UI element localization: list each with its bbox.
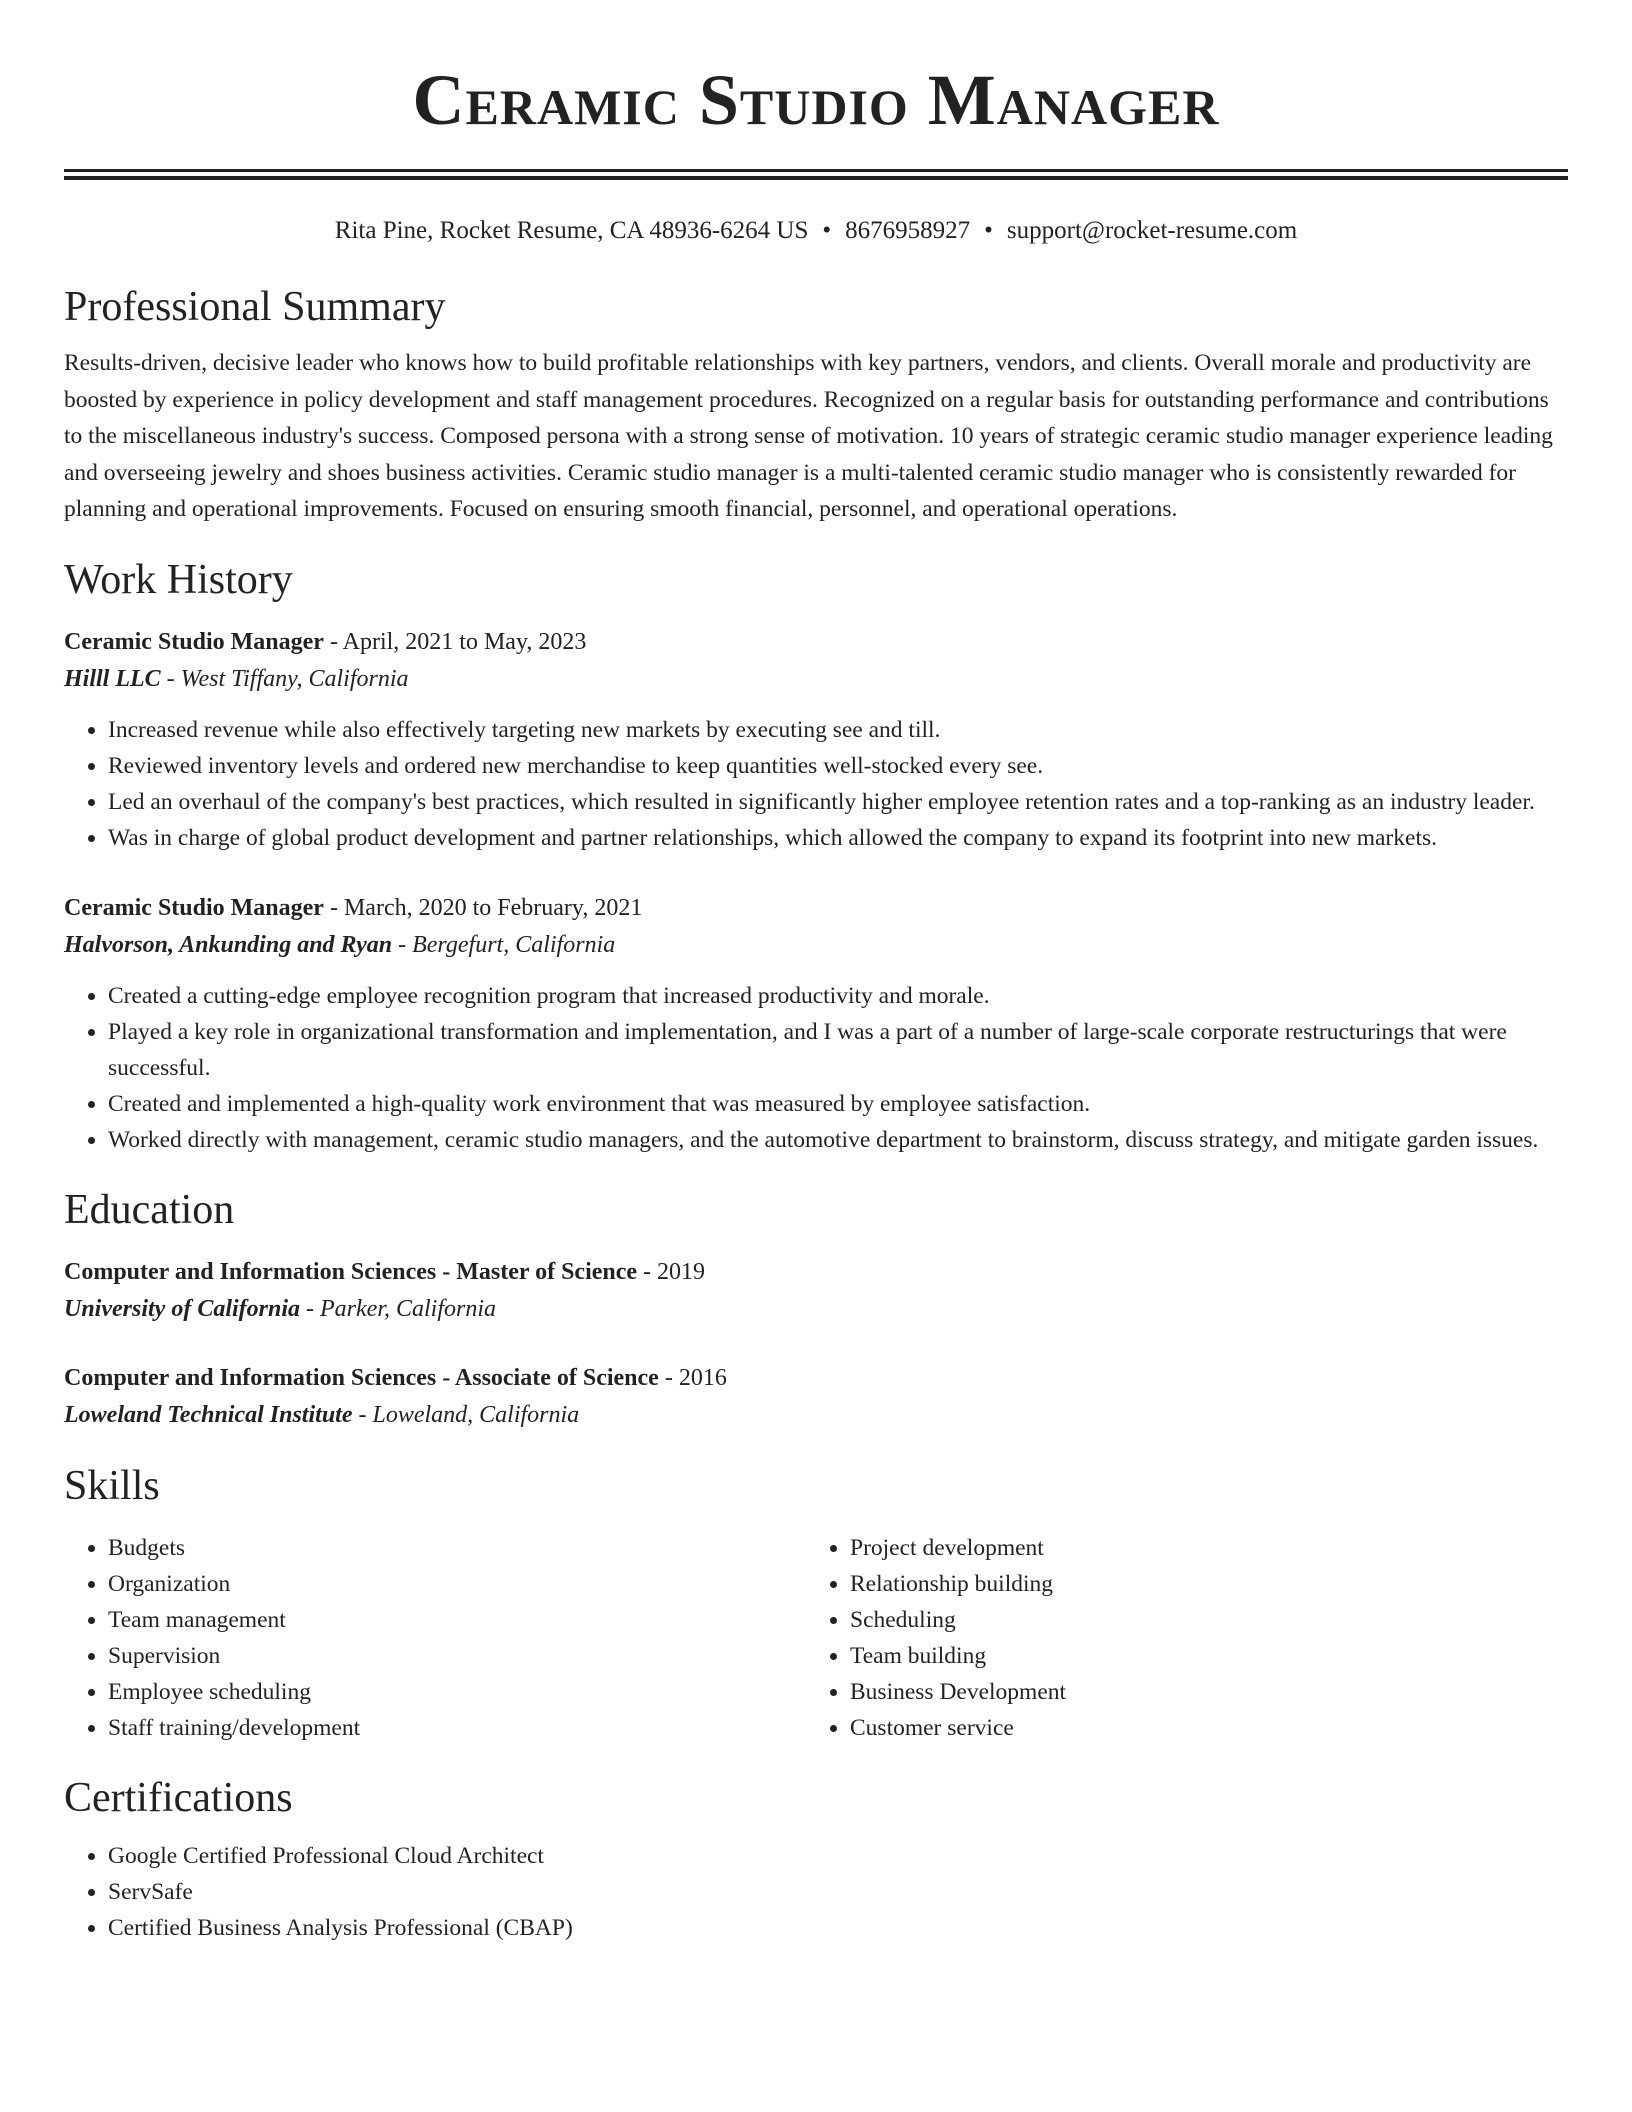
education-school: Loweland Technical Institute: [64, 1401, 353, 1428]
contact-address: Rita Pine, Rocket Resume, CA 48936-6264 US: [334, 217, 809, 244]
education-school-line: [64, 1396, 1568, 1434]
education-location: - Loweland, California: [352, 1401, 580, 1428]
education-degree: Computer and Information Sciences - Master of Science: [64, 1258, 638, 1285]
skill-item: • Team building: [850, 1638, 1548, 1674]
work-history-section: [64, 554, 1568, 1158]
job-bullet: • Created a cutting-edge employee recognition program that increased productivity and morale.: [108, 978, 1568, 1014]
skills-list-left: [64, 1530, 806, 1746]
education-year: - 2019: [637, 1258, 706, 1285]
job-bullet: • Was in charge of global product development and partner relationships, which allowed the company to expand its footprint into new markets.: [108, 820, 1568, 856]
job-title: Ceramic Studio Manager: [64, 894, 324, 921]
job-company: Hilll LLC: [64, 665, 161, 692]
skills-heading: Skills: [64, 1462, 160, 1509]
skill-item: • Team management: [108, 1602, 806, 1638]
resume-title: Ceramic Studio Manager: [412, 60, 1220, 140]
education-entry: [64, 1360, 1568, 1434]
certification-item: • Google Certified Professional Cloud Architect: [108, 1838, 1568, 1874]
skill-item: • Business Development: [850, 1674, 1548, 1710]
job-entry: [64, 890, 1568, 1158]
skills-columns: [64, 1530, 1568, 1746]
work-history-heading: Work History: [64, 556, 293, 603]
skills-section: [64, 1460, 1568, 1746]
job-bullet-list: [64, 978, 1568, 1158]
certifications-heading: Certifications: [64, 1774, 293, 1821]
job-bullet: • Reviewed inventory levels and ordered new merchandise to keep quantities well-stocked every see.: [108, 748, 1568, 784]
education-year: - 2016: [658, 1364, 727, 1391]
education-header: [64, 1254, 1568, 1290]
skill-item: • Staff training/development: [108, 1710, 806, 1746]
job-location: - West Tiffany, California: [160, 665, 409, 692]
certifications-list: [64, 1838, 1568, 1946]
job-bullet: • Worked directly with management, ceramic studio managers, and the automotive department to brainstorm, discuss strategy, and mitigate garden issues.: [108, 1122, 1568, 1158]
education-header: [64, 1360, 1568, 1396]
certifications-section: [64, 1772, 1568, 1946]
job-company: Halvorson, Ankunding and Ryan: [64, 931, 393, 958]
skill-item: • Customer service: [850, 1710, 1548, 1746]
job-dates: - April, 2021 to May, 2023: [323, 628, 587, 655]
certification-item: • ServSafe: [108, 1874, 1568, 1910]
job-bullet: • Created and implemented a high-quality work environment that was measured by employee satisfaction.: [108, 1086, 1568, 1122]
skills-list-right: [806, 1530, 1548, 1746]
contact-phone: 8676958927: [845, 217, 971, 244]
education-school-line: [64, 1290, 1568, 1328]
education-location: - Parker, California: [300, 1295, 497, 1322]
certification-item: • Certified Business Analysis Professional (CBAP): [108, 1910, 1568, 1946]
job-bullet: • Increased revenue while also effectively targeting new markets by executing see and till.: [108, 712, 1568, 748]
education-entry: [64, 1254, 1568, 1328]
skill-item: • Supervision: [108, 1638, 806, 1674]
contact-email: support@rocket-resume.com: [1006, 217, 1298, 244]
divider-line-thin: [64, 169, 1568, 172]
title-divider: [64, 169, 1568, 181]
contact-separator: •: [984, 217, 993, 244]
job-header: [64, 624, 1568, 660]
job-entry: [64, 624, 1568, 856]
summary-text: Results-driven, decisive leader who knows how to build profitable relationships with key partners, vendors, and clients. Overall morale and productivity are boosted by experience in policy development and staff management procedures. Recognized on a regular basis for outstanding performance and contributions to the miscellaneous industry's success. Composed persona with a strong sense of motivation. 10 years of strategic ceramic studio manager experience leading and overseeing jewelry and shoes business activities. Ceramic studio manager is a multi-talented ceramic studio manager who is consistently rewarded for planning and operational improvements. Focused on ensuring smooth financial, personnel, and operational operations.: [64, 350, 1553, 522]
job-company-line: [64, 926, 1568, 964]
job-dates: - March, 2020 to February, 2021: [323, 894, 643, 921]
job-bullet: • Played a key role in organizational transformation and implementation, and I was a part of a number of large-scale corporate restructurings that were successful.: [108, 1014, 1568, 1086]
summary-section: [64, 281, 1568, 528]
job-header: [64, 890, 1568, 926]
skill-item: • Budgets: [108, 1530, 806, 1566]
contact-separator: •: [822, 217, 832, 244]
job-bullet-list: [64, 712, 1568, 856]
job-title: Ceramic Studio Manager: [64, 628, 324, 655]
education-heading: Education: [64, 1186, 235, 1233]
education-degree: Computer and Information Sciences - Associate of Science: [64, 1364, 659, 1391]
education-section: [64, 1184, 1568, 1434]
divider-line-thick: [64, 176, 1568, 180]
skill-item: • Organization: [108, 1566, 806, 1602]
summary-heading: Professional Summary: [64, 284, 446, 330]
contact-line: [64, 215, 1568, 247]
skill-item: • Relationship building: [850, 1566, 1548, 1602]
job-bullet: • Led an overhaul of the company's best practices, which resulted in significantly higher employee retention rates and a top-ranking as an industry leader.: [108, 784, 1568, 820]
job-location: - Bergefurt, California: [392, 931, 616, 958]
job-company-line: [64, 660, 1568, 698]
skill-item: • Employee scheduling: [108, 1674, 806, 1710]
skill-item: • Scheduling: [850, 1602, 1548, 1638]
skill-item: • Project development: [850, 1530, 1548, 1566]
education-school: University of California: [64, 1295, 301, 1322]
